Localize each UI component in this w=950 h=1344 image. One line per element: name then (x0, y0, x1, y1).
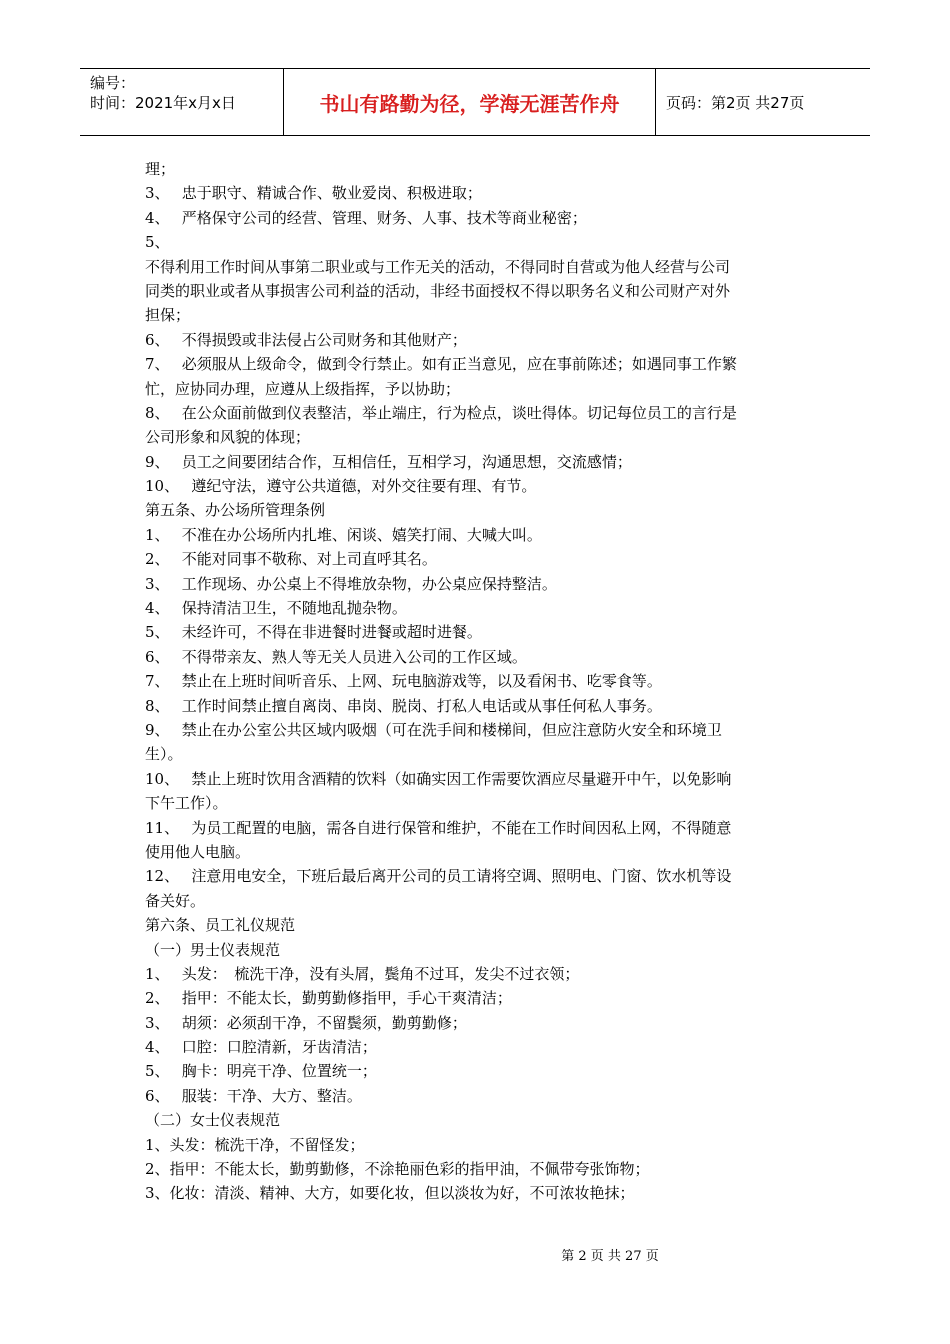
text-line: （一）男士仪表规范 (145, 940, 281, 959)
text-line: 6、 不得带亲友、熟人等无关人员进入公司的工作区域。 (145, 647, 527, 666)
text-line: 公司形象和风貌的体现； (145, 428, 311, 447)
text-line: 使用他人电脑。 (145, 842, 251, 861)
text-line: 4、 保持清洁卫生，不随地乱抛杂物。 (145, 599, 407, 618)
text-line: 生）。 (145, 745, 183, 764)
page-header (80, 68, 870, 136)
text-line: 7、 必须服从上级命令，做到令行禁止。如有正当意见，应在事前陈述；如遇同事工作繁 (145, 355, 737, 374)
text-line: 11、 为员工配置的电脑，需各自进行保管和维护，不能在工作时间因私上网，不得随意 (145, 818, 732, 837)
document-time-label: 时间：2021年x月x日 (90, 94, 236, 112)
text-line: 1、头发：梳洗干净，不留怪发； (145, 1135, 365, 1154)
text-line: 4、 严格保守公司的经营、管理、财务、人事、技术等商业秘密； (145, 208, 587, 227)
text-line: 6、 服装：干净、大方、整洁。 (145, 1086, 362, 1105)
document-body (145, 157, 810, 1206)
text-line: 10、 遵纪守法，遵守公共道德，对外交往要有理、有节。 (145, 477, 537, 496)
text-line: 1、 不准在办公场所内扎堆、闲谈、嬉笑打闹、大喊大叫。 (145, 525, 542, 544)
text-line: 不得利用工作时间从事第二职业或与工作无关的活动，不得同时自营或为他人经营与公司 (145, 257, 731, 276)
text-line: 3、 胡须：必须刮干净，不留鬓须，勤剪勤修； (145, 1013, 467, 1032)
text-line: 3、 工作现场、办公桌上不得堆放杂物，办公桌应保持整洁。 (145, 574, 557, 593)
text-line: 备关好。 (145, 891, 206, 910)
text-line: 忙，应协同办理，应遵从上级指挥，予以协助； (145, 379, 461, 398)
text-line: 第五条、办公场所管理条例 (145, 501, 326, 520)
text-line: 2、 指甲：不能太长，勤剪勤修指甲，手心干爽清洁； (145, 989, 512, 1008)
text-line: 12、 注意用电安全，下班后最后离开公司的员工请将空调、照明电、门窗、饮水机等设 (145, 867, 732, 886)
text-line: 6、 不得损毁或非法侵占公司财务和其他财产； (145, 330, 467, 349)
text-line: 2、 不能对同事不敬称、对上司直呼其名。 (145, 550, 437, 569)
text-line: 9、 禁止在办公室公共区域内吸烟（可在洗手间和楼梯间，但应注意防火安全和环境卫 (145, 720, 722, 739)
page-footer: 第 2 页 共 27 页 (561, 1249, 659, 1264)
text-line: 1、 头发： 梳洗干净，没有头屑，鬓角不过耳，发尖不过衣领； (145, 964, 580, 983)
text-line: 8、 工作时间禁止擅自离岗、串岗、脱岗、打私人电话或从事任何私人事务。 (145, 696, 662, 715)
text-line: 5、 未经许可，不得在非进餐时进餐或超时进餐。 (145, 623, 482, 642)
text-line: 5、 (145, 233, 170, 252)
text-line: 理； (145, 160, 176, 178)
header-meta (80, 69, 284, 135)
text-line: （二）女士仪表规范 (145, 1111, 281, 1130)
text-line: 3、化妆：清淡、精神、大方，如要化妆，但以淡妆为好，不可浓妆艳抹； (145, 1184, 635, 1203)
text-line: 9、 员工之间要团结合作，互相信任，互相学习，沟通思想，交流感情； (145, 452, 632, 471)
text-line: 3、 忠于职守、精诚合作、敬业爱岗、积极进取； (145, 184, 482, 203)
text-line: 8、 在公众面前做到仪表整洁，举止端庄，行为检点，谈吐得体。切记每位员工的言行是 (145, 403, 737, 422)
header-motto: 书山有路勤为径，学海无涯苦作舟 (284, 69, 656, 135)
header-page-info: 页码：第2页 共27页 (666, 93, 805, 112)
text-line: 7、 禁止在上班时间听音乐、上网、玩电脑游戏等，以及看闲书、吃零食等。 (145, 672, 662, 691)
document-number-label: 编号： (90, 74, 136, 92)
text-line: 担保； (145, 306, 191, 325)
text-line: 10、 禁止上班时饮用含酒精的饮料（如确实因工作需要饮酒应尽量避开中午，以免影响 (145, 769, 732, 788)
text-line: 2、指甲：不能太长，勤剪勤修，不涂艳丽色彩的指甲油，不佩带夸张饰物； (145, 1160, 650, 1179)
text-line: 下午工作）。 (145, 794, 228, 813)
text-line: 同类的职业或者从事损害公司利益的活动，非经书面授权不得以职务名义和公司财产对外 (145, 281, 731, 300)
text-line: 第六条、员工礼仪规范 (145, 916, 296, 935)
text-line: 5、 胸卡：明亮干净、位置统一； (145, 1062, 377, 1081)
text-line: 4、 口腔：口腔清新，牙齿清洁； (145, 1038, 377, 1057)
